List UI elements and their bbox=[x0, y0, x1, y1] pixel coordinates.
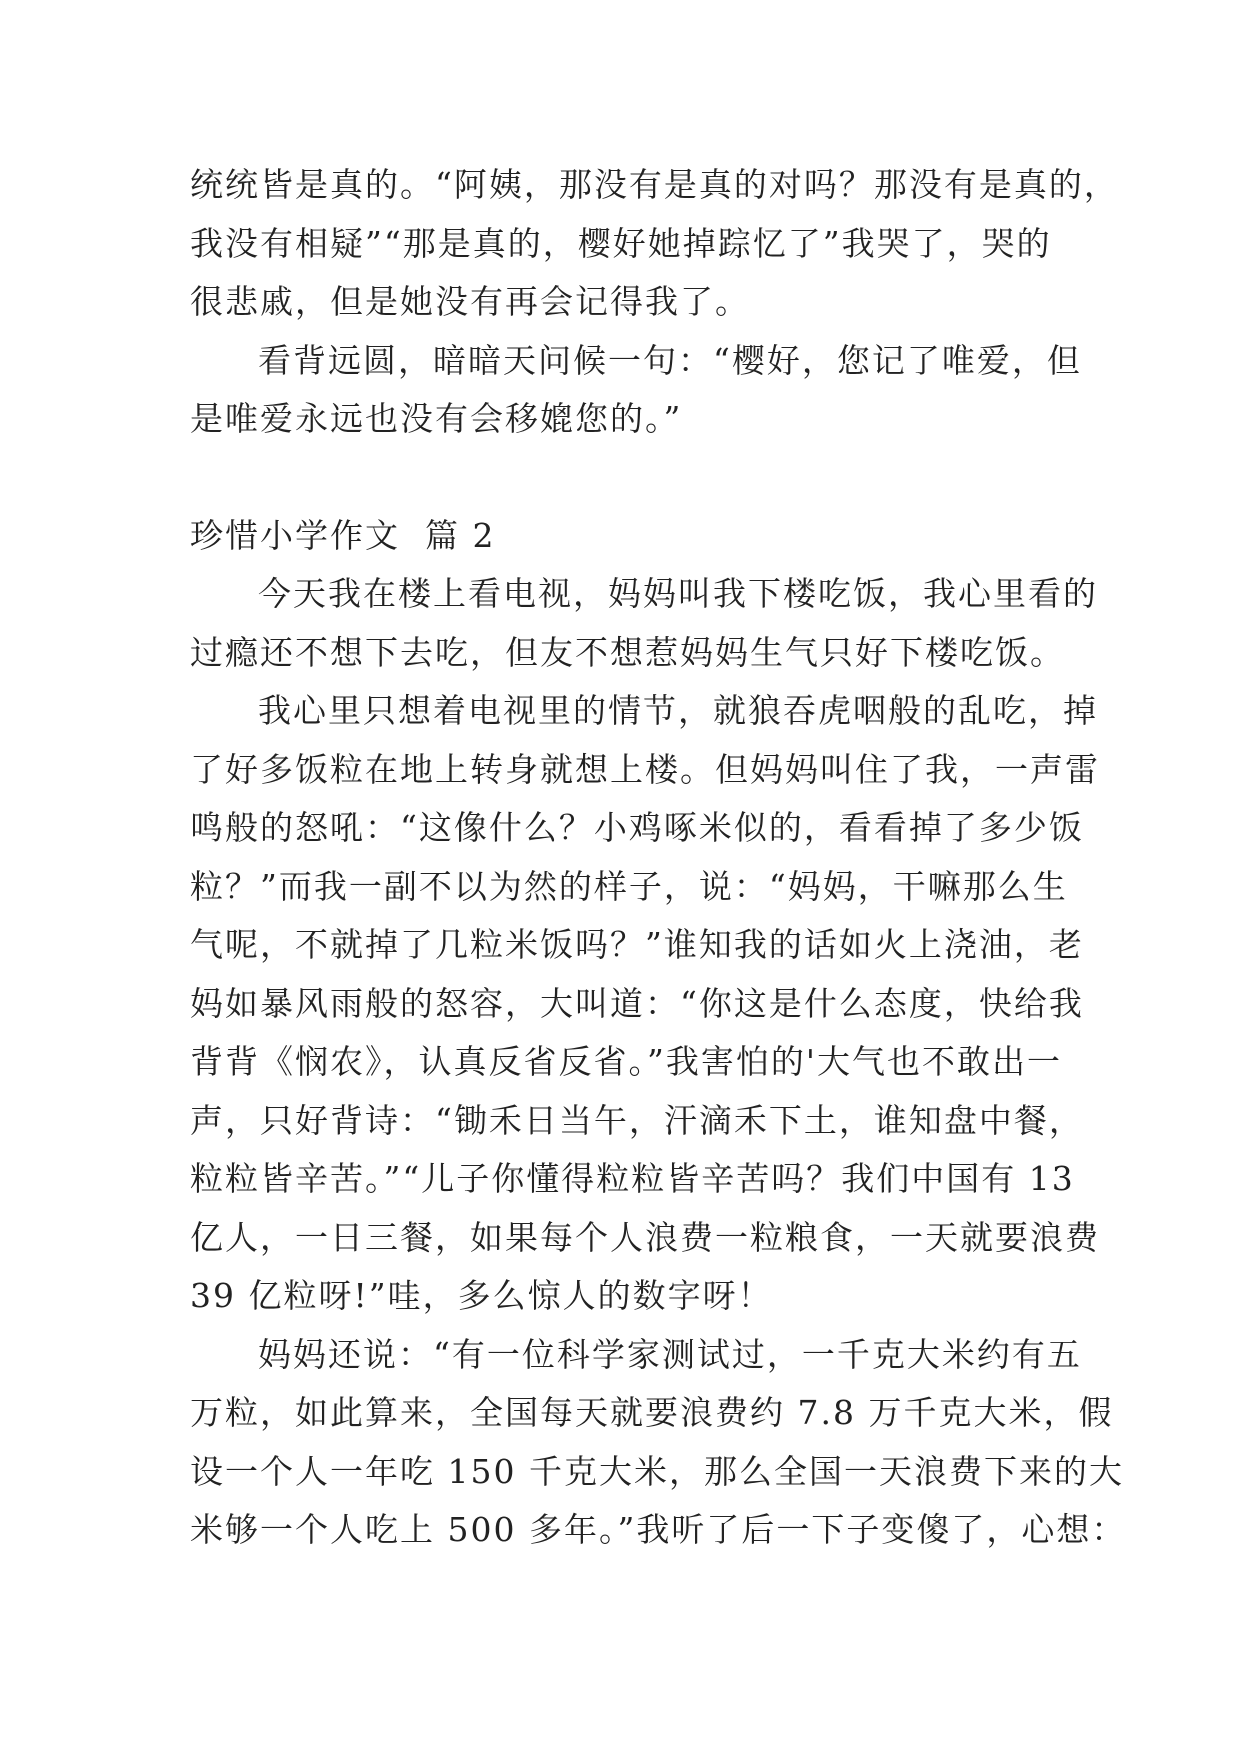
text-line: 亿人，一日三餐，如果每个人浪费一粒粮食，一天就要浪费 bbox=[190, 1217, 1100, 1257]
text-line: 粒粒皆辛苦。”“儿子你懂得粒粒皆辛苦吗？我们中国有 13 bbox=[190, 1159, 1075, 1198]
text-line: 米够一个人吃上 500 多年。”我听了后一下子变傻了，心想： bbox=[190, 1510, 1127, 1549]
text-line: 了好多饭粒在地上转身就想上楼。但妈妈叫住了我，一声雷 bbox=[190, 749, 1100, 789]
text-line: 设一个人一年吃 150 千克大米，那么全国一天浪费下来的大 bbox=[190, 1451, 1124, 1491]
text-line: 过瘾还不想下去吃，但友不想惹妈妈生气只好下楼吃饭。 bbox=[190, 632, 1065, 672]
text-line: 很悲戚，但是她没有再会记得我了。 bbox=[190, 282, 750, 321]
text-line: 万粒，如此算来，全国每天就要浪费约 7.8 万千克大米，假 bbox=[190, 1393, 1114, 1432]
text-line: 鸣般的怒吼：“这像什么？小鸡啄米似的，看看掉了多少饭 bbox=[190, 808, 1084, 847]
paragraph bbox=[190, 332, 1082, 449]
text-line: 是唯爱永远也没有会移媲您的。” bbox=[190, 399, 683, 438]
text-line: 统统皆是真的。“阿姨，那没有是真的对吗？那没有是真的， bbox=[190, 165, 1119, 204]
text-line: 我心里只想着电视里的情节，就狼吞虎咽般的乱吃，掉 bbox=[258, 691, 1098, 730]
text-line: 声，只好背诗：“锄禾日当午，汗滴禾下土，谁知盘中餐， bbox=[190, 1100, 1084, 1140]
paragraph bbox=[190, 682, 1100, 1326]
text-line: 39 亿粒呀!”哇，多么惊人的数字呀！ bbox=[190, 1276, 773, 1315]
text-line: 妈如暴风雨般的怒容，大叫道：“你这是什么态度，快给我 bbox=[190, 983, 1084, 1023]
text-line: 看背远圆，暗暗天问候一句：“樱好，您记了唯爱，但 bbox=[258, 340, 1082, 380]
paragraph bbox=[190, 565, 1098, 682]
paragraph bbox=[190, 156, 1119, 332]
paragraph bbox=[190, 1326, 1127, 1560]
document-body bbox=[190, 156, 1127, 1560]
section-heading: 珍惜小学作文 篇 2 bbox=[190, 515, 496, 555]
text-line: 我没有相疑”“那是真的，樱好她掉踪忆了”我哭了，哭的 bbox=[190, 223, 1052, 263]
text-line: 粒？”而我一副不以为然的样子，说：“妈妈，干嘛那么生 bbox=[190, 866, 1068, 906]
text-line: 气呢，不就掉了几粒米饭吗？”谁知我的话如火上浇油，老 bbox=[190, 925, 1084, 964]
text-line: 今天我在楼上看电视，妈妈叫我下楼吃饭，我心里看的 bbox=[258, 574, 1098, 613]
text-line: 背背《悯农》，认真反省反省。”我害怕的'大气也不敢出一 bbox=[190, 1042, 1062, 1081]
text-line: 妈妈还说：“有一位科学家测试过，一千克大米约有五 bbox=[258, 1334, 1082, 1374]
